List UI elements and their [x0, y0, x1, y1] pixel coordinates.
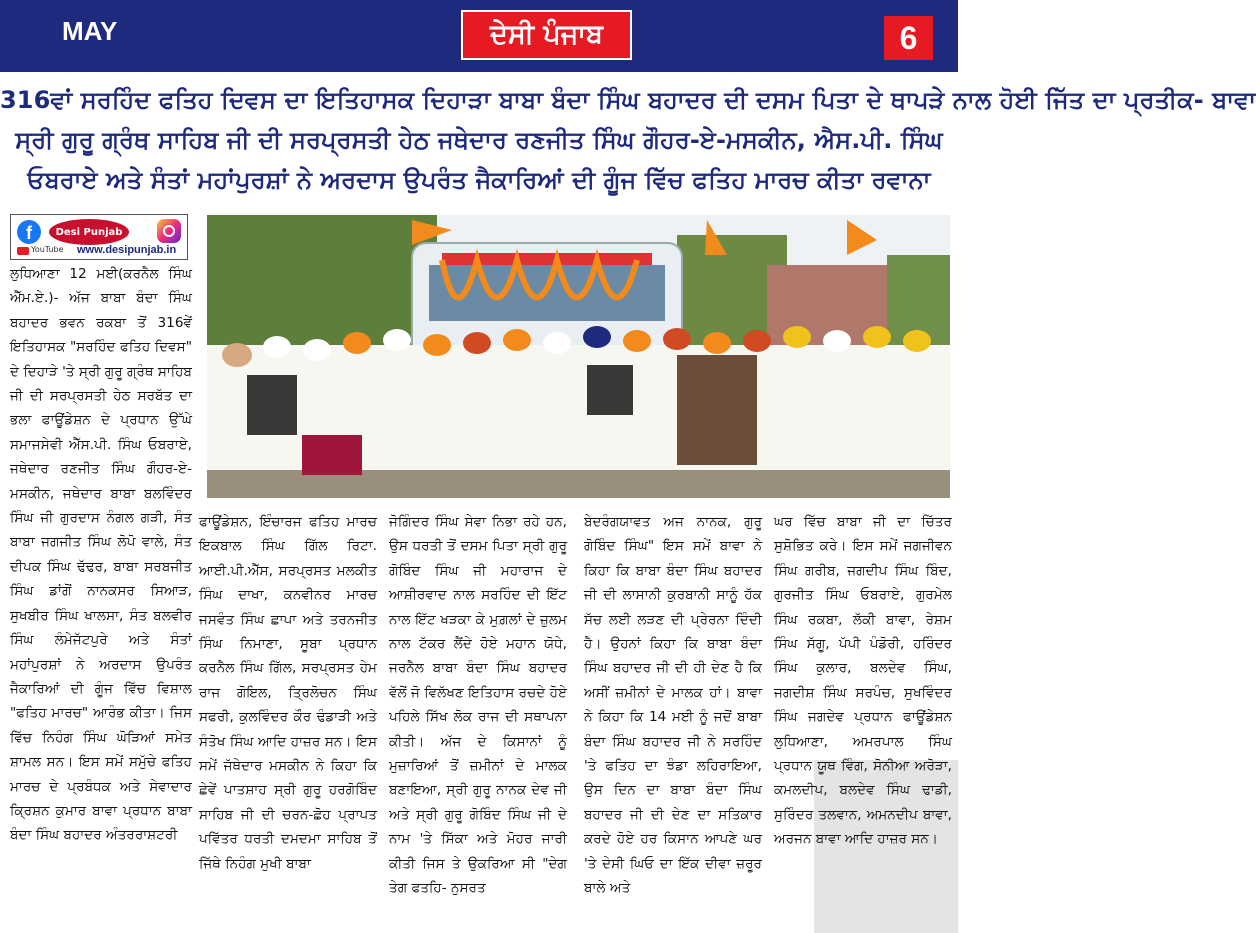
facebook-icon[interactable]: f [17, 220, 41, 244]
website-link[interactable]: www.desipunjab.in [77, 244, 177, 256]
headline-line-2: ਸ੍ਰੀ ਗੁਰੂ ਗ੍ਰੰਥ ਸਾਹਿਬ ਜੀ ਦੀ ਸਰਪ੍ਰਸਤੀ ਹੇਠ ਜਥੇਦਾਰ ਰਣਜੀਤ ਸਿੰਘ ਗੌਹਰ-ਏ-ਮਸਕੀਨ, ਐਸ.ਪੀ. ਸਿੰਘ [15, 126, 943, 154]
article-column-1: ਲੁਧਿਆਣਾ 12 ਮਈ(ਕਰਨੈਲ ਸਿੰਘ ਐੱਮ.ਏ.)- ਅੱਜ ਬਾਬਾ ਬੰਦਾ ਸਿੰਘ ਬਹਾਦਰ ਭਵਨ ਰਕਬਾ ਤੋਂ 316ਵੇਂ ਇਤਿਹਾਸਕ "ਸਰਹਿੰਦ ਫਤਿਹ ਦਿਵਸ" ਦੇ ਦਿਹਾੜੇ 'ਤੇ ਸ੍ਰੀ ਗੁਰੂ ਗ੍ਰੰਥ ਸਾਹਿਬ ਜੀ ਦੀ ਸਰਪ੍ਰਸਤੀ ਹੇਠ ਸਰਬੱਤ ਦਾ ਭਲਾ ਫਾਊਂਡੇਸ਼ਨ ਦੇ ਪ੍ਰਧਾਨ ਉੱਘੇ ਸਮਾਜਸੇਵੀ ਐੱਸ.ਪੀ. ਸਿੰਘ ਓਬਰਾਏ, ਜਥੇਦਾਰ ਰਣਜੀਤ ਸਿੰਘ ਗੌਹਰ-ਏ-ਮਸਕੀਨ, ਜਥੇਦਾਰ ਬਾਬਾ ਬਲਵਿੰਦਰ ਸਿੰਘ ਜੀ ਗੁਰਦਾਸ ਨੰਗਲ ਗੜੀ, ਸੰਤ ਬਾਬਾ ਜਗਜੀਤ ਸਿੰਘ ਲੋਪੋ ਵਾਲੇ, ਸੰਤ ਦੀਪਕ ਸਿੰਘ ਢੱਢਰ, ਬਾਬਾ ਸਰਬਜੀਤ ਸਿੰਘ ਡਾਂਗੋਂ ਨਾਨਕਸਰ ਸਿਆੜ, ਸੁਖਬੀਰ ਸਿੰਘ ਖਾਲਸਾ, ਸੰਤ ਬਲਵੀਰ ਸਿੰਘ ਲੰਮੇਜੱਟਪੁਰੇ ਅਤੇ ਸੰਤਾਂ ਮਹਾਂਪੁਰਸ਼ਾਂ ਨੇ ਅਰਦਾਸ ਉਪਰੰਤ ਜੈਕਾਰਿਆਂ ਦੀ ਗੂੰਜ ਵਿੱਚ ਵਿਸ਼ਾਲ "ਫਤਿਹ ਮਾਰਚ" ਆਰੰਭ ਕੀਤਾ। ਜਿਸ ਵਿੱਚ ਨਿਹੰਗ ਸਿੰਘ ਘੋੜਿਆਂ ਸਮੇਤ ਸ਼ਾਮਲ ਸਨ। ਇਸ ਸਮੇਂ ਸਮੁੱਚੇ ਫਤਿਹ ਮਾਰਚ ਦੇ ਪ੍ਰਬੰਧਕ ਅਤੇ ਸੇਵਾਦਾਰ ਕ੍ਰਿਸ਼ਨ ਕੁਮਾਰ ਬਾਵਾ ਪ੍ਰਧਾਨ ਬਾਬਾ ਬੰਦਾ ਸਿੰਘ ਬਹਾਦਰ ਅੰਤਰਰਾਸ਼ਟਰੀ [10, 266, 192, 844]
event-photo-illustration [207, 215, 950, 498]
desi-punjab-logo: Desi Punjab [49, 219, 129, 245]
youtube-icon[interactable] [17, 247, 29, 255]
instagram-icon[interactable] [157, 219, 181, 243]
headline [0, 80, 1256, 200]
article-column-4: ਬੇਦਰੰਗਯਾਵਤ ਅਜ ਨਾਨਕ, ਗੁਰੂ ਗੋਬਿੰਦ ਸਿੰਘ" ਇਸ ਸਮੇਂ ਬਾਵਾ ਨੇ ਕਿਹਾ ਕਿ ਬਾਬਾ ਬੰਦਾ ਸਿੰਘ ਬਹਾਦਰ ਜੀ ਦੀ ਲਾਸਾਨੀ ਕੁਰਬਾਨੀ ਸਾਨੂੰ ਹੱਕ ਸੱਚ ਲਈ ਲੜਣ ਦੀ ਪ੍ਰੇਰਨਾ ਦਿੰਦੀ ਹੈ। ਉਹਨਾਂ ਕਿਹਾ ਕਿ ਬਾਬਾ ਬੰਦਾ ਸਿੰਘ ਬਹਾਦਰ ਜੀ ਦੀ ਹੀ ਦੇਣ ਹੈ ਕਿ ਅਸੀਂ ਜ਼ਮੀਨਾਂ ਦੇ ਮਾਲਕ ਹਾਂ। ਬਾਵਾ ਨੇ ਕਿਹਾ ਕਿ 14 ਮਈ ਨੂੰ ਜਦੋਂ ਬਾਬਾ ਬੰਦਾ ਸਿੰਘ ਬਹਾਦਰ ਜੀ ਨੇ ਸਰਹਿੰਦ 'ਤੇ ਫਤਿਹ ਦਾ ਝੰਡਾ ਲਹਿਰਾਇਆ, ਉਸ ਦਿਨ ਦਾ ਬਾਬਾ ਬੰਦਾ ਸਿੰਘ ਬਹਾਦਰ ਜੀ ਦੀ ਦੇਣ ਦਾ ਸਤਿਕਾਰ ਕਰਦੇ ਹੋਏ ਹਰ ਕਿਸਾਨ ਆਪਣੇ ਘਰ 'ਤੇ ਦੇਸੀ ਘਿਓ ਦਾ ਇੱਕ ਦੀਵਾ ਜ਼ਰੂਰ ਬਾਲੇ ਅਤੇ [584, 514, 762, 897]
header-bar [0, 0, 958, 72]
article-column-3: ਜੋਗਿੰਦਰ ਸਿੰਘ ਸੇਵਾ ਨਿਭਾ ਰਹੇ ਹਨ, ਉਸ ਧਰਤੀ ਤੋਂ ਦਸਮ ਪਿਤਾ ਸ੍ਰੀ ਗੁਰੂ ਗੋਬਿੰਦ ਸਿੰਘ ਜੀ ਮਹਾਰਾਜ ਦੇ ਆਸ਼ੀਰਵਾਦ ਨਾਲ ਸਰਹਿੰਦ ਦੀ ਇੱਟ ਨਾਲ ਇੱਟ ਖੜਕਾ ਕੇ ਮੁਗ਼ਲਾਂ ਦੇ ਜ਼ੁਲਮ ਨਾਲ ਟੱਕਰ ਲੈਂਦੇ ਹੋਏ ਮਹਾਨ ਯੋਧੇ, ਜਰਨੈਲ ਬਾਬਾ ਬੰਦਾ ਸਿੰਘ ਬਹਾਦਰ ਵੱਲੋਂ ਜੋ ਵਿਲੱਖਣ ਇਤਿਹਾਸ ਰਚਦੇ ਹੋਏ ਪਹਿਲੇ ਸਿੱਖ ਲੋਕ ਰਾਜ ਦੀ ਸਥਾਪਨਾ ਕੀਤੀ। ਅੱਜ ਦੇ ਕਿਸਾਨਾਂ ਨੂੰ ਮੁਜ਼ਾਰਿਆਂ ਤੋਂ ਜ਼ਮੀਨਾਂ ਦੇ ਮਾਲਕ ਬਣਾਇਆ, ਸ੍ਰੀ ਗੁਰੂ ਨਾਨਕ ਦੇਵ ਜੀ ਅਤੇ ਸ੍ਰੀ ਗੁਰੂ ਗੋਬਿੰਦ ਸਿੰਘ ਜੀ ਦੇ ਨਾਮ 'ਤੇ ਸਿੱਕਾ ਅਤੇ ਮੋਹਰ ਜਾਰੀ ਕੀਤੀ ਜਿਸ ਤੇ ਉਕਰਿਆ ਸੀ "ਦੇਗ ਤੇਗ ਫਤਹਿ- ਨੁਸਰਤ [389, 514, 567, 897]
event-photo [207, 215, 950, 498]
newspaper-masthead: ਦੇਸੀ ਪੰਜਾਬ [461, 10, 632, 60]
page-number: 6 [884, 16, 933, 60]
article-column-2: ਫਾਊਂਡੇਸ਼ਨ, ਇੰਚਾਰਜ ਫਤਿਹ ਮਾਰਚ ਇਕਬਾਲ ਸਿੰਘ ਗਿੱਲ ਰਿਟਾ. ਆਈ.ਪੀ.ਐੱਸ, ਸਰਪ੍ਰਸਤ ਮਲਕੀਤ ਸਿੰਘ ਦਾਖਾ, ਕਨਵੀਨਰ ਮਾਰਚ ਜਸਵੰਤ ਸਿੰਘ ਛਾਪਾ ਅਤੇ ਤਰਨਜੀਤ ਸਿੰਘ ਨਿਮਾਣਾ, ਸੂਬਾ ਪ੍ਰਧਾਨ ਕਰਨੈਲ ਸਿੰਘ ਗਿੱਲ, ਸਰਪ੍ਰਸਤ ਹੇਮ ਰਾਜ ਗੋਇਲ, ਤ੍ਰਿਲੋਚਨ ਸਿੰਘ ਸਫਰੀ, ਕੁਲਵਿੰਦਰ ਕੌਰ ਢੰਡਾੜੀ ਅਤੇ ਸੰਤੋਖ ਸਿੰਘ ਆਦਿ ਹਾਜ਼ਰ ਸਨ। ਇਸ ਸਮੇਂ ਜੱਥੇਦਾਰ ਮਸਕੀਨ ਨੇ ਕਿਹਾ ਕਿ ਛੇਵੇਂ ਪਾਤਸ਼ਾਹ ਸ੍ਰੀ ਗੁਰੂ ਹਰਗੋਬਿੰਦ ਸਾਹਿਬ ਜੀ ਦੀ ਚਰਨ-ਛੋਹ ਪ੍ਰਾਪਤ ਪਵਿੱਤਰ ਧਰਤੀ ਦਮਦਮਾ ਸਾਹਿਬ ਤੋਂ ਜਿੱਥੇ ਨਿਹੰਗ ਮੁਖੀ ਬਾਬਾ [199, 514, 377, 872]
headline-line-1: 316ਵਾਂ ਸਰਹਿੰਦ ਫਤਿਹ ਦਿਵਸ ਦਾ ਇਤਿਹਾਸਕ ਦਿਹਾੜਾ ਬਾਬਾ ਬੰਦਾ ਸਿੰਘ ਬਹਾਦਰ ਦੀ ਦਸਮ ਪਿਤਾ ਦੇ ਥਾਪੜੇ ਨਾਲ ਹੋਈ ਜਿੱਤ ਦਾ ਪ੍ਰਤੀਕ- ਬਾਵਾ [0, 86, 1256, 114]
headline-line-3: ਓਬਰਾਏ ਅਤੇ ਸੰਤਾਂ ਮਹਾਂਪੁਰਸ਼ਾਂ ਨੇ ਅਰਦਾਸ ਉਪਰੰਤ ਜੈਕਾਰਿਆਂ ਦੀ ਗੂੰਜ ਵਿੱਚ ਫਤਿਹ ਮਾਰਚ ਕੀਤਾ ਰਵਾਨਾ [27, 166, 931, 194]
social-links-box [10, 214, 188, 260]
article-column-5: ਘਰ ਵਿੱਚ ਬਾਬਾ ਜੀ ਦਾ ਚਿੱਤਰ ਸੁਸ਼ੋਭਿਤ ਕਰੇ। ਇਸ ਸਮੇਂ ਜਗਜੀਵਨ ਸਿੰਘ ਗਰੀਬ, ਜਗਦੀਪ ਸਿੰਘ ਬਿੰਦ, ਗੁਰਜੀਤ ਸਿੰਘ ਓਬਰਾਏ, ਗੁਰਮੇਲ ਸਿੰਘ ਰਕਬਾ, ਲੱਕੀ ਬਾਵਾ, ਰੇਸ਼ਮ ਸਿੰਘ ਸੱਗੂ, ਪੱਪੀ ਪੰਡੋਰੀ, ਹਰਿੰਦਰ ਸਿੰਘ ਕੁਲਾਰ, ਬਲਦੇਵ ਸਿੰਘ, ਜਗਦੀਸ਼ ਸਿੰਘ ਸਰਪੰਚ, ਸੁਖਵਿੰਦਰ ਸਿੰਘ ਜਗਦੇਵ ਪ੍ਰਧਾਨ ਫਾਊਂਡੇਸ਼ਨ ਲੁਧਿਆਣਾ, ਅਮਰਪਾਲ ਸਿੰਘ ਪ੍ਰਧਾਨ ਯੂਥ ਵਿੰਗ, ਸੋਨੀਆ ਅਰੋੜਾ, ਕਮਲਦੀਪ, ਬਲਦੇਵ ਸਿੰਘ ਢਾਡੀ, ਸੁਰਿੰਦਰ ਤਲਵਾਨ, ਅਮਨਦੀਪ ਬਾਵਾ, ਅਰਜਨ ਬਾਵਾ ਆਦਿ ਹਾਜ਼ਰ ਸਨ। [774, 514, 952, 848]
youtube-label: YouTube [31, 245, 64, 254]
issue-month: MAY [62, 16, 118, 46]
